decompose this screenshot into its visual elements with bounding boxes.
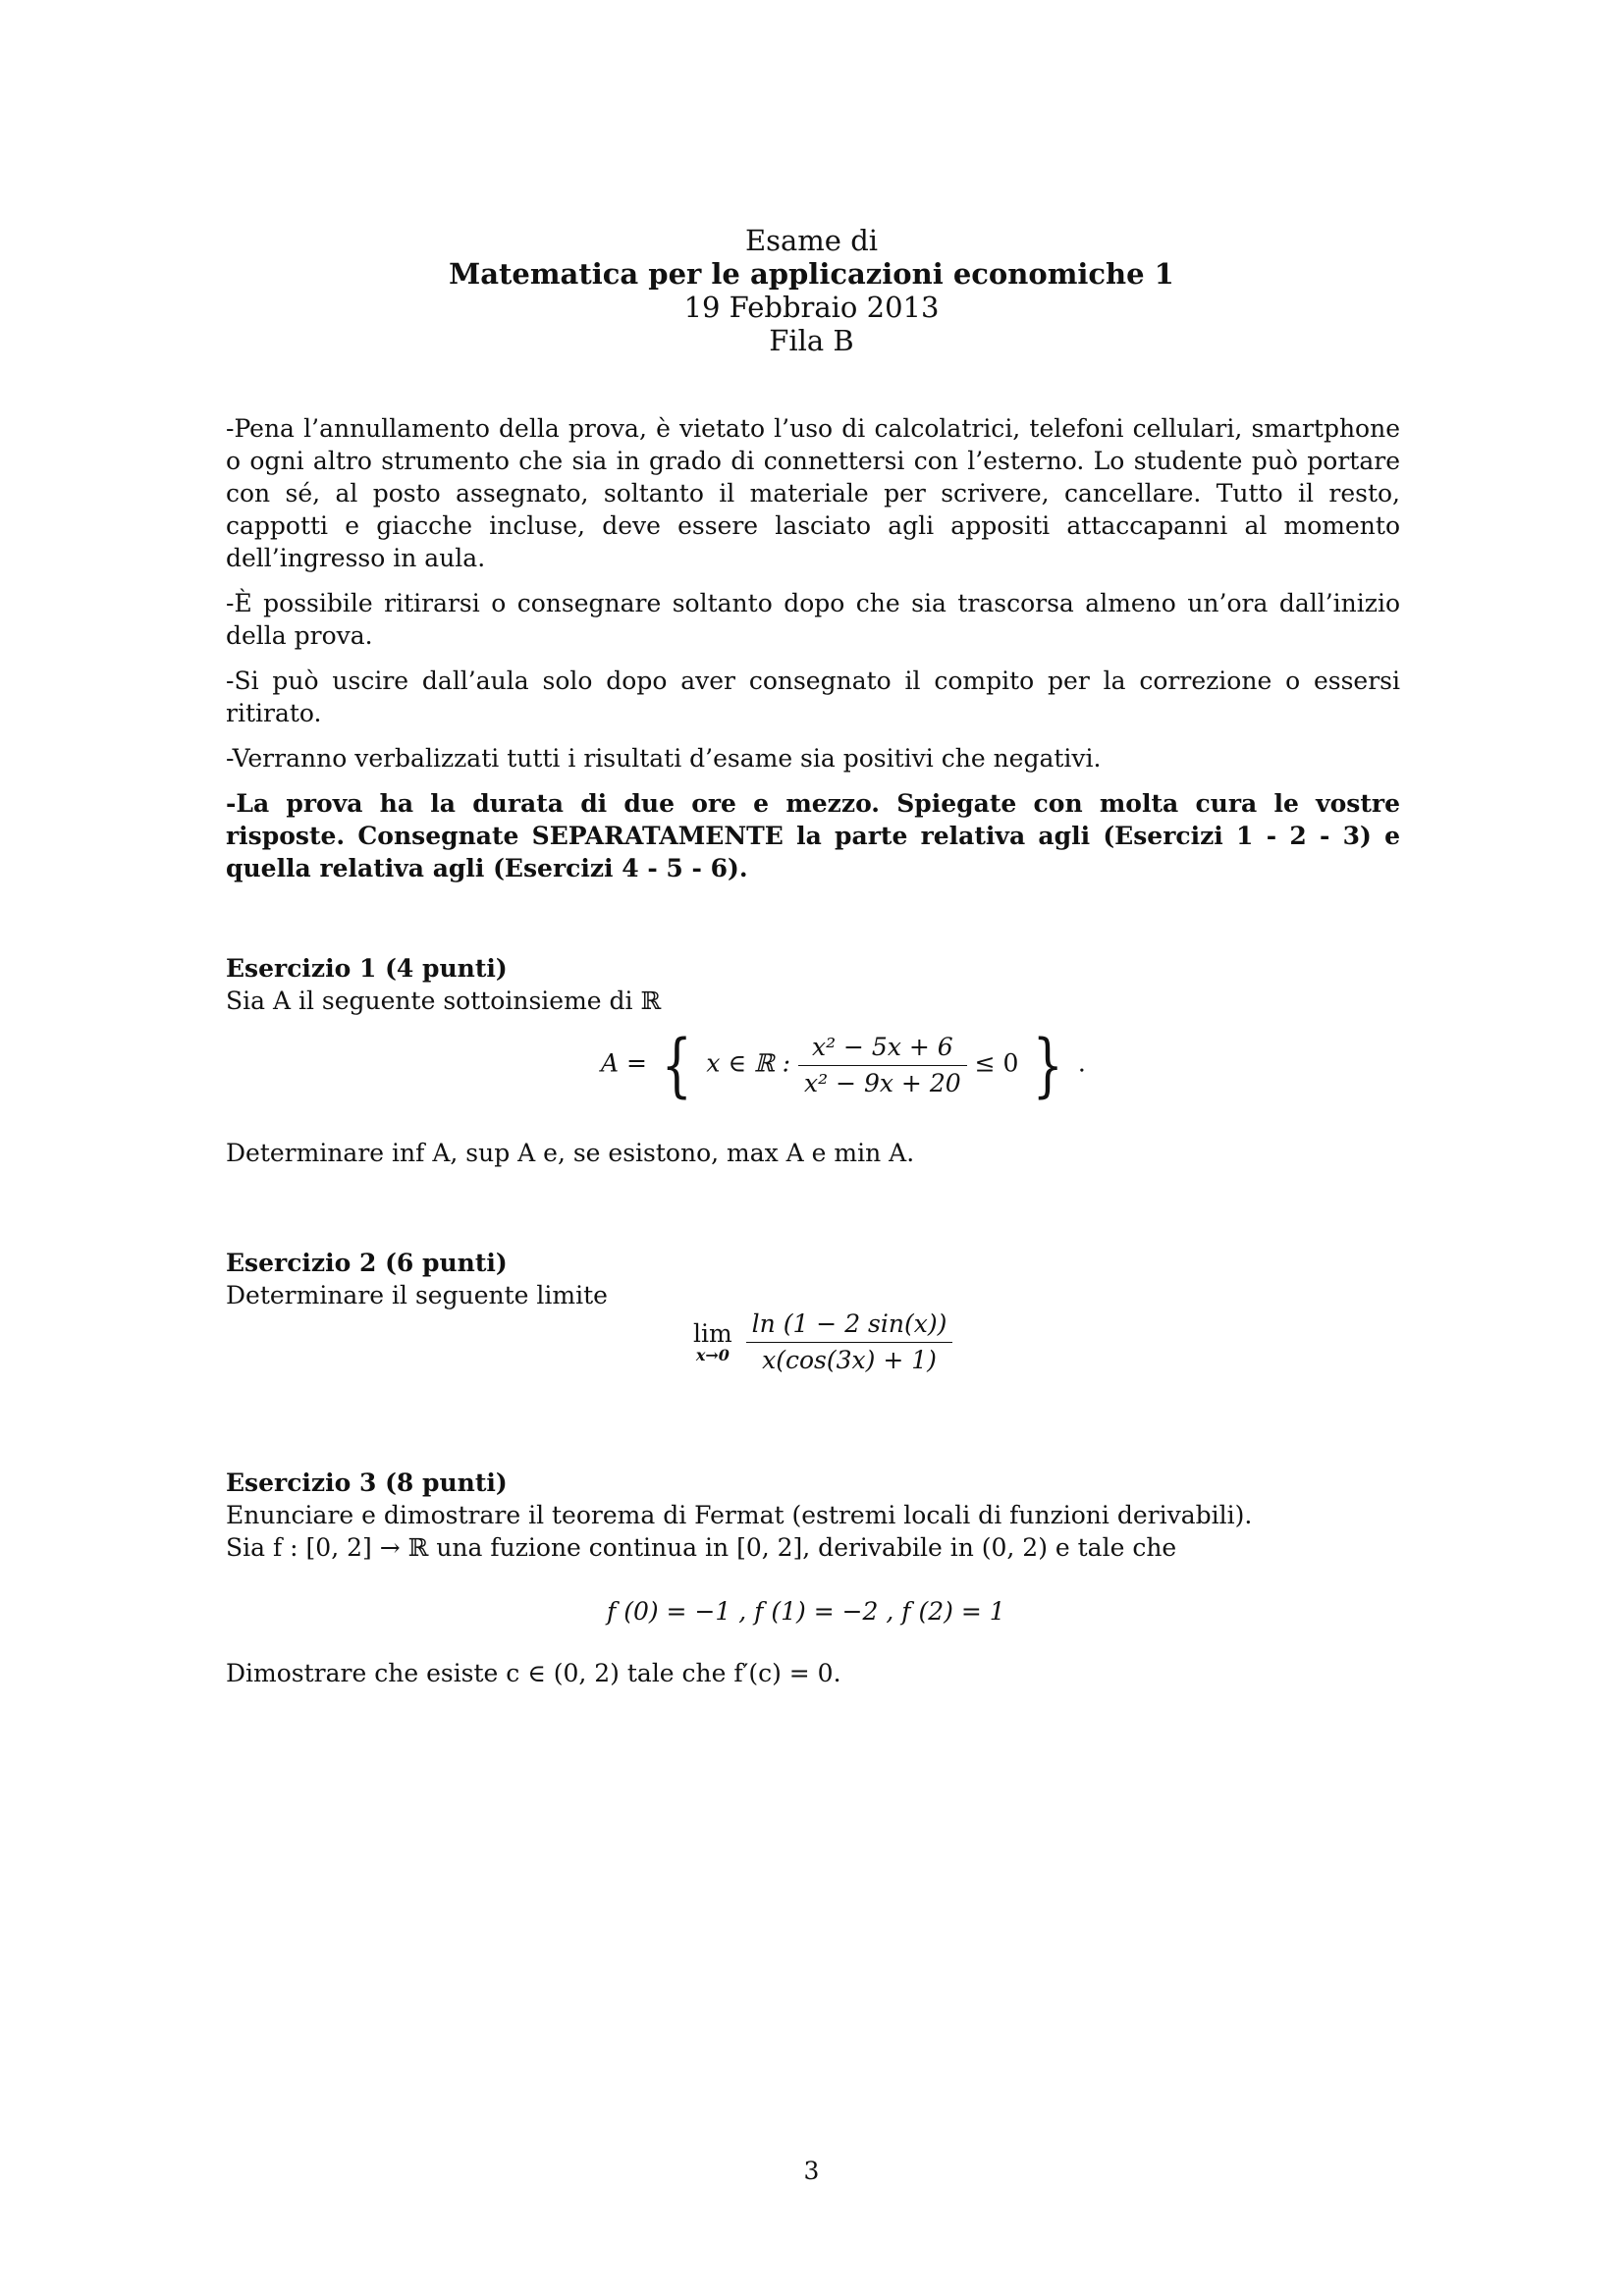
- limit-denominator: x(cos(3x) + 1): [762, 1346, 937, 1374]
- exercise-3-question-block: [226, 1657, 1400, 1689]
- exercise-3: [226, 1467, 1400, 1564]
- exercise-3-question: Dimostrare che esiste c ∈ (0, 2) tale che f′(c) = 0.: [226, 1659, 841, 1687]
- exercise-1-question: Determinare inf A, sup A e, se esistono, max A e min A.: [226, 1139, 915, 1167]
- rule-3: -Si può uscire dall’aula solo dopo aver consegnato il compito per la correzione o essersi ritirato.: [226, 667, 1400, 727]
- rule-2: -È possibile ritirarsi o consegnare soltanto dopo che sia trascorsa almeno un’ora dall’inizio della prova.: [226, 589, 1400, 650]
- exercise-2-title: Esercizio 2 (6 punti): [226, 1249, 508, 1277]
- limit-numerator: ln (1 − 2 sin(x)): [746, 1309, 953, 1343]
- open-brace: {: [661, 1025, 692, 1105]
- exercise-1: [226, 952, 1400, 1017]
- exercise-3-line2: Sia f : [0, 2] → ℝ una fuzione continua in [0, 2], derivabile in (0, 2) e tale che: [226, 1533, 1177, 1562]
- close-brace: }: [1033, 1025, 1064, 1105]
- exercise-3-line1: Enunciare e dimostrare il teorema di Fermat (estremi locali di funzioni derivabili).: [226, 1501, 1253, 1529]
- limit-fraction: [746, 1309, 953, 1375]
- exam-fila: Fila B: [769, 324, 854, 357]
- exam-date: 19 Febbraio 2013: [683, 291, 940, 324]
- limit-word: lim: [693, 1318, 732, 1348]
- set-variable: x ∈ ℝ :: [706, 1048, 791, 1078]
- rule-4: -Verranno verbalizzati tutti i risultati d’esame sia positivi che negativi.: [226, 744, 1102, 773]
- set-closing: .: [1077, 1048, 1086, 1078]
- exercise-2-intro: Determinare il seguente limite: [226, 1281, 608, 1309]
- set-fraction: [798, 1033, 967, 1098]
- exercise-2-formula: [693, 1309, 952, 1375]
- page-number: 3: [803, 2157, 820, 2185]
- exercise-1-formula: [601, 1025, 1086, 1105]
- exercise-1-question-block: [226, 1137, 1400, 1169]
- rule-1: -Pena l’annullamento della prova, è vietato l’uso di calcolatrici, telefoni cellulari, smartphone o ogni altro strumento che sia in grado di connettersi con l’esterno. Lo studente può portare con sé, al posto assegnato, soltanto il materiale per scrivere, cancellare. Tutto il resto, cappotti e giacche incluse, deve essere lasciato agli appositi attaccapanni al momento dell’ingresso in aula.: [226, 414, 1400, 572]
- exercise-2: [226, 1247, 1400, 1311]
- set-fraction-denominator: x² − 9x + 20: [804, 1068, 961, 1097]
- limit-operator: [693, 1318, 732, 1364]
- set-relation: ≤ 0: [974, 1048, 1019, 1078]
- exam-header: [0, 224, 1623, 357]
- header-line1: Esame di: [744, 224, 879, 257]
- exercise-3-title: Esercizio 3 (8 punti): [226, 1468, 508, 1497]
- set-fraction-numerator: x² − 5x + 6: [798, 1033, 967, 1066]
- exercise-1-intro: Sia A il seguente sottoinsieme di ℝ: [226, 987, 662, 1015]
- exam-rules: [226, 412, 1400, 897]
- rule-5: -La prova ha la durata di due ore e mezzo. Spiegate con molta cura le vostre risposte. Consegnate SEPARATAMENTE la parte relativa agli (Esercizi 1 - 2 - 3) e quella relativa agli (Esercizi 4 - 5 - 6).: [226, 789, 1400, 882]
- limit-subscript: x→0: [695, 1345, 730, 1364]
- exercise-1-title: Esercizio 1 (4 punti): [226, 954, 508, 983]
- course-title: Matematica per le applicazioni economiche 1: [449, 257, 1174, 291]
- exercise-3-formula: f (0) = −1 , f (1) = −2 , f (2) = 1: [607, 1597, 1005, 1626]
- set-lhs: A =: [601, 1048, 647, 1078]
